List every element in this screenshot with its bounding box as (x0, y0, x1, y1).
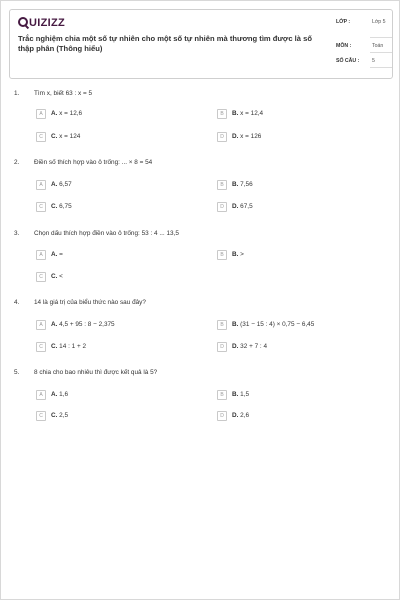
option-label: A. 1,6 (51, 391, 69, 398)
meta-divider (370, 67, 392, 68)
option-label: B. (31 − 15 : 4) × 0,75 − 6,45 (232, 321, 315, 328)
option-a-box[interactable]: A (36, 180, 46, 190)
option-a-box[interactable]: A (36, 109, 46, 119)
question-text: Điền số thích hợp vào ô trống: ... × 8 = 54 (34, 159, 153, 166)
option-d-box[interactable]: D (217, 342, 227, 352)
option-label: A. 6,57 (51, 181, 72, 188)
question-number: 4. (14, 299, 20, 306)
option-label: C. < (51, 273, 63, 280)
option-label: B. 1,5 (232, 391, 250, 398)
option-c-box[interactable]: C (36, 202, 46, 212)
option-c-box[interactable]: C (36, 272, 46, 282)
option-d-box[interactable]: D (217, 411, 227, 421)
question-text: 8 chia cho bao nhiêu thì được kết quả là 5? (34, 369, 158, 376)
option-label: A. 4,5 + 95 : 8 − 2,375 (51, 321, 115, 328)
option-label: C. 14 : 1 + 2 (51, 343, 87, 350)
subject-meta (336, 43, 388, 49)
question-text: Tìm x, biết 63 : x = 5 (34, 90, 93, 97)
option-c-box[interactable]: C (36, 132, 46, 142)
meta-divider (370, 37, 392, 38)
class-meta (336, 19, 388, 25)
option-label: A. x = 12,6 (51, 110, 83, 117)
option-label: B. x = 12,4 (232, 110, 264, 117)
class-value: Lớp 5 (372, 19, 386, 25)
option-label: B. 7,56 (232, 181, 253, 188)
option-a-box[interactable]: A (36, 390, 46, 400)
worksheet-title: Trắc nghiệm chia một số tự nhiên cho một số tự nhiên mà thương tìm được là số thập phân (Thông hiểu) (18, 34, 312, 53)
option-label: A. = (51, 251, 63, 258)
question-number: 1. (14, 90, 20, 97)
logo-q-icon (18, 17, 28, 27)
subject-label: MÔN : (336, 43, 352, 49)
subject-value: Toán (372, 43, 384, 49)
question-text: Chọn dấu thích hợp điền vào ô trống: 53 : 4 ... 13,5 (34, 230, 179, 237)
option-d-box[interactable]: D (217, 132, 227, 142)
class-label: LỚP : (336, 19, 351, 25)
question-number: 2. (14, 159, 20, 166)
option-d-box[interactable]: D (217, 202, 227, 212)
option-label: C. 2,5 (51, 412, 69, 419)
option-a-box[interactable]: A (36, 250, 46, 260)
option-label: D. 32 + 7 : 4 (232, 343, 268, 350)
option-b-box[interactable]: B (217, 320, 227, 330)
option-b-box[interactable]: B (217, 180, 227, 190)
option-a-box[interactable]: A (36, 320, 46, 330)
question-number: 3. (14, 230, 20, 237)
count-label: SỐ CÂU : (336, 58, 360, 64)
option-c-box[interactable]: C (36, 342, 46, 352)
count-value: 5 (372, 58, 375, 64)
logo-text: UIZIZZ (29, 17, 66, 29)
option-label: D. 67,5 (232, 203, 253, 210)
worksheet-header (9, 9, 393, 79)
option-c-box[interactable]: C (36, 411, 46, 421)
option-label: C. 6,75 (51, 203, 72, 210)
question-text: 14 là giá trị của biểu thức nào sau đây? (34, 299, 146, 306)
option-b-box[interactable]: B (217, 250, 227, 260)
question-number: 5. (14, 369, 20, 376)
option-label: C. x = 124 (51, 133, 81, 140)
quizizz-logo (18, 17, 65, 29)
option-b-box[interactable]: B (217, 109, 227, 119)
option-label: D. 2,6 (232, 412, 250, 419)
option-label: B. > (232, 251, 244, 258)
option-label: D. x = 126 (232, 133, 262, 140)
count-meta (336, 58, 388, 64)
option-b-box[interactable]: B (217, 390, 227, 400)
meta-divider (370, 52, 392, 53)
